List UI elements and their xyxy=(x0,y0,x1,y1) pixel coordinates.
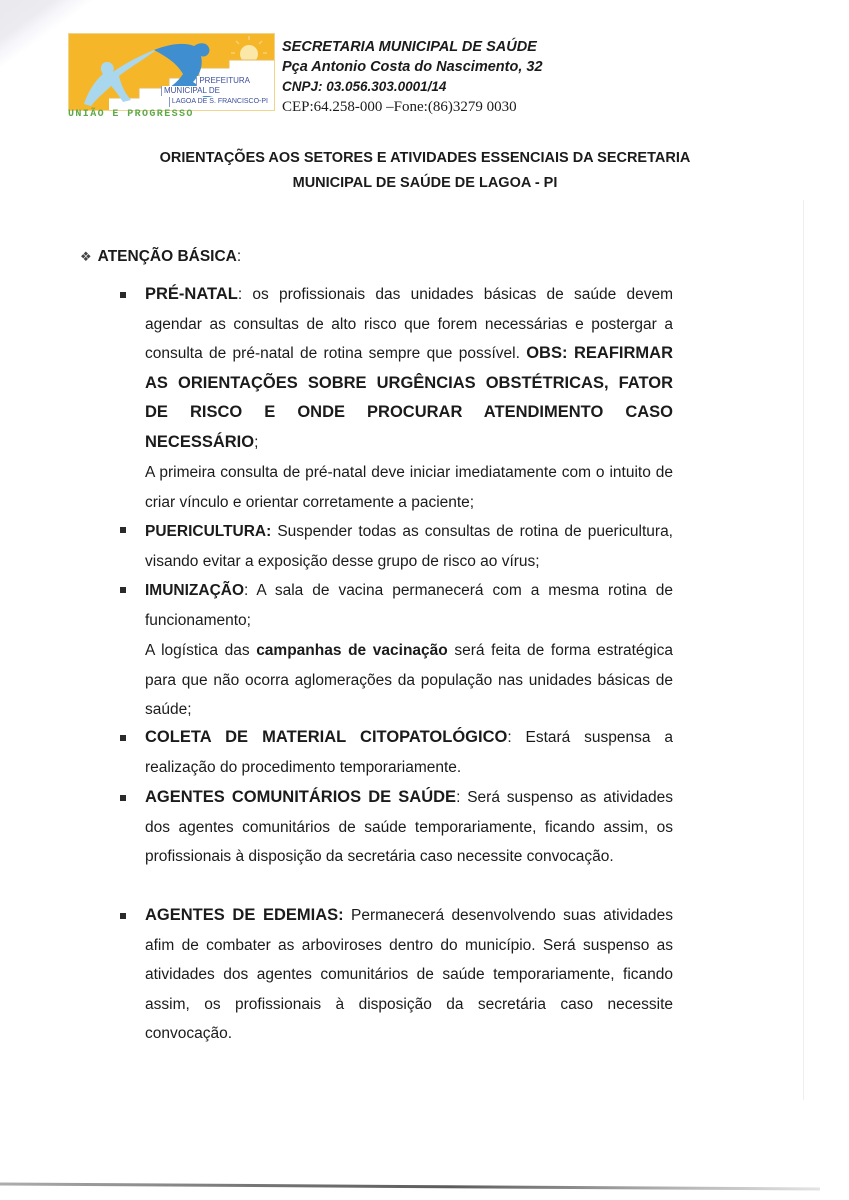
item-text: Suspender todas as consultas de rotina de puericultura, visando evitar a exposição desse grupo de risco ao vírus; xyxy=(145,523,673,570)
section-heading-label: ATENÇÃO BÁSICA xyxy=(97,248,237,265)
document-title-line: ORIENTAÇÕES AOS SETORES E ATIVIDADES ESSENCIAIS DA SECRETARIA xyxy=(159,150,691,166)
org-contact: CEP:64.258-000 –Fone:(86)3279 0030 xyxy=(282,99,517,115)
org-name: SECRETARIA MUNICIPAL DE SAÚDE xyxy=(282,39,537,55)
logo-emblem xyxy=(68,33,275,111)
item-label: IMUNIZAÇÃO xyxy=(145,582,245,599)
item-text: Permanecerá desenvolvendo suas atividades afim de combater as arboviroses dentro do município. Será suspenso as atividades dos agentes comunitários de saúde temporariamente, ficando assim, os profissionais à disposição da secretária caso necessite convocação. xyxy=(145,907,673,1042)
square-bullet-icon xyxy=(120,527,126,533)
list-item-agentes-edemias xyxy=(145,901,673,1049)
item-note-end: ; xyxy=(254,433,259,451)
item-note: OBS: REAFIRMAR AS ORIENTAÇÕES SOBRE URGÊNCIAS OBSTÉTRICAS, FATOR DE RISCO E ONDE PROCURAR ATENDIMENTO CASO NECESSÁRIO xyxy=(145,344,673,451)
item-extra-paragraph xyxy=(145,458,673,517)
logo-caption-line: PREFEITURA xyxy=(196,76,252,86)
item-label-sep: : xyxy=(456,789,461,806)
square-bullet-icon xyxy=(120,292,126,298)
document-title-line: MUNICIPAL DE SAÚDE DE LAGOA - PI xyxy=(292,175,558,191)
list-item-coleta xyxy=(145,723,673,782)
diamond-bullet-icon: ❖ xyxy=(80,249,92,264)
list-item-agentes-comunitarios xyxy=(145,783,673,872)
list-item-puericultura xyxy=(145,517,673,576)
item-label: COLETA DE MATERIAL CITOPATOLÓGICO xyxy=(145,728,508,746)
org-address: Pça Antonio Costa do Nascimento, 32 xyxy=(282,59,543,75)
list-item-pre-natal xyxy=(145,280,673,457)
section-heading xyxy=(80,248,241,266)
section-heading-suffix: : xyxy=(236,248,242,265)
square-bullet-icon xyxy=(120,795,126,801)
scan-edge-line xyxy=(803,200,804,1100)
logo-caption xyxy=(69,76,272,107)
letterhead-info xyxy=(282,37,543,117)
item-text: os profissionais das unidades básicas de saúde devem agendar as consultas de alto risco que forem necessárias e postergar a consulta de pré-natal de rotina sempre que possível. xyxy=(145,286,673,362)
item-extra-paragraph xyxy=(145,636,673,725)
item-label-sep: : xyxy=(237,286,243,303)
item-label: PRÉ-NATAL xyxy=(145,285,238,303)
item-text: A sala de vacina permanecerá com a mesma rotina de funcionamento; xyxy=(145,582,673,629)
org-cnpj: CNPJ: 03.056.303.0001/14 xyxy=(282,79,447,94)
item-extra-bold: campanhas de vacinação xyxy=(256,642,448,659)
item-label-sep: : xyxy=(244,582,249,599)
item-extra-text: será feita de forma estratégica para que não ocorra aglomerações da população nas unidades básicas de saúde; xyxy=(145,642,673,718)
logo-caption-line: MUNICIPAL DE xyxy=(161,86,222,96)
item-extra-text: A primeira consulta de pré-natal deve iniciar imediatamente com o intuito de criar vínculo e orientar corretamente a paciente; xyxy=(145,464,673,511)
square-bullet-icon xyxy=(120,735,126,741)
item-text: Estará suspensa a realização do procedimento temporariamente. xyxy=(145,729,673,776)
item-extra-text: A logística das xyxy=(145,642,257,659)
item-label: AGENTES COMUNITÁRIOS DE SAÚDE xyxy=(145,788,457,806)
scan-shadow-bottom xyxy=(0,1182,820,1190)
item-label: AGENTES DE EDEMIAS: xyxy=(145,906,344,924)
square-bullet-icon xyxy=(120,587,126,593)
document-title xyxy=(60,146,790,196)
municipality-logo xyxy=(68,33,273,123)
item-label: PUERICULTURA: xyxy=(145,523,272,540)
square-bullet-icon xyxy=(120,913,126,919)
item-text: Será suspenso as atividades dos agentes comunitários de saúde temporariamente, ficando assim, os profissionais à disposição da secretária caso necessite convocação. xyxy=(145,789,674,865)
logo-caption-line: LAGOA DE S. FRANCISCO-PI xyxy=(169,97,270,107)
list-item-imunizacao xyxy=(145,576,673,635)
item-label-sep: : xyxy=(507,729,512,746)
logo-slogan: UNIÃO E PROGRESSO xyxy=(68,109,194,120)
